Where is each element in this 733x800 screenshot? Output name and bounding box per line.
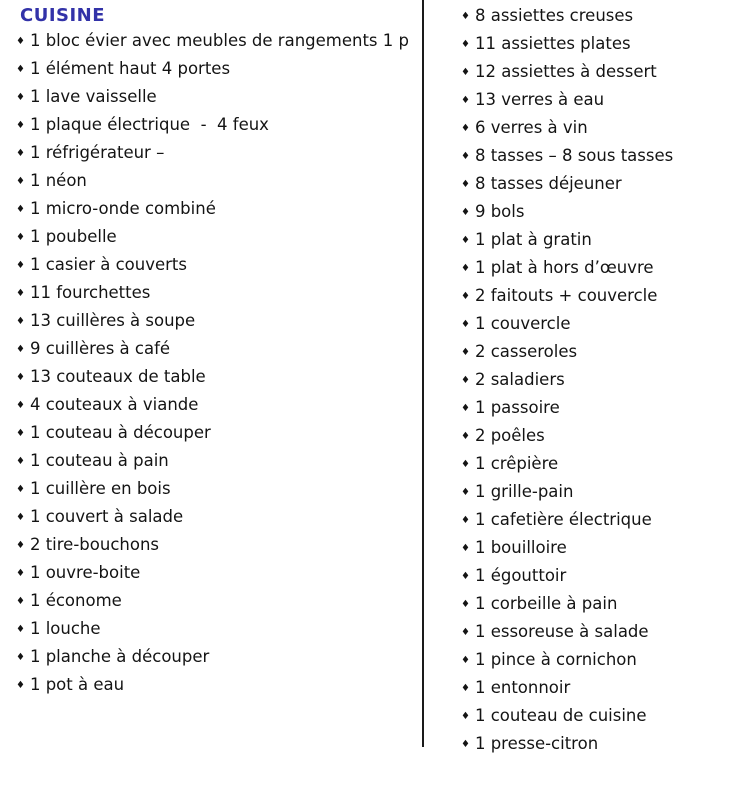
- item-label: 1 louche: [29, 619, 101, 638]
- diamond-bullet-icon: ♦: [461, 683, 470, 694]
- diamond-bullet-icon: ♦: [16, 624, 25, 635]
- item-label: 1 casier à couverts: [29, 255, 188, 274]
- diamond-bullet-icon: ♦: [16, 596, 25, 607]
- page-title: CUISINE: [20, 5, 106, 26]
- diamond-bullet-icon: ♦: [16, 512, 25, 523]
- list-item: [16, 588, 418, 616]
- list-item: [16, 168, 418, 196]
- column-divider: [422, 0, 424, 747]
- left-item-list: [16, 28, 418, 700]
- item-label: 11 assiettes plates: [474, 34, 631, 53]
- list-item: [16, 448, 418, 476]
- item-label: 2 faitouts + couvercle: [474, 286, 658, 305]
- item-label: 2 poêles: [474, 426, 545, 445]
- item-label: 13 cuillères à soupe: [29, 311, 196, 330]
- diamond-bullet-icon: ♦: [461, 291, 470, 302]
- diamond-bullet-icon: ♦: [461, 67, 470, 78]
- diamond-bullet-icon: ♦: [16, 372, 25, 383]
- diamond-bullet-icon: ♦: [461, 739, 470, 750]
- diamond-bullet-icon: ♦: [461, 235, 470, 246]
- diamond-bullet-icon: ♦: [461, 655, 470, 666]
- diamond-bullet-icon: ♦: [16, 484, 25, 495]
- list-item: [461, 619, 727, 647]
- item-label: 1 micro-onde combiné: [29, 199, 216, 218]
- list-item: [461, 143, 727, 171]
- list-item: [461, 451, 727, 479]
- diamond-bullet-icon: ♦: [461, 263, 470, 274]
- item-label: 1 planche à découper: [29, 647, 210, 666]
- item-label: 1 cuillère en bois: [29, 479, 171, 498]
- list-item: [461, 591, 727, 619]
- item-label: 1 plat à hors d’œuvre: [474, 258, 654, 277]
- item-label: 8 tasses – 8 sous tasses: [474, 146, 674, 165]
- item-label: 1 pince à cornichon: [474, 650, 637, 669]
- list-item: [461, 507, 727, 535]
- list-item: [461, 675, 727, 703]
- diamond-bullet-icon: ♦: [461, 515, 470, 526]
- diamond-bullet-icon: ♦: [461, 123, 470, 134]
- item-label: 1 cafetière électrique: [474, 510, 652, 529]
- diamond-bullet-icon: ♦: [16, 36, 25, 47]
- list-item: [16, 224, 418, 252]
- list-item: [16, 336, 418, 364]
- item-label: 13 couteaux de table: [29, 367, 206, 386]
- diamond-bullet-icon: ♦: [16, 680, 25, 691]
- diamond-bullet-icon: ♦: [16, 120, 25, 131]
- diamond-bullet-icon: ♦: [16, 148, 25, 159]
- diamond-bullet-icon: ♦: [16, 92, 25, 103]
- item-label: 1 couvert à salade: [29, 507, 184, 526]
- list-item: [16, 112, 418, 140]
- item-label: 1 grille-pain: [474, 482, 574, 501]
- diamond-bullet-icon: ♦: [16, 344, 25, 355]
- item-label: 6 verres à vin: [474, 118, 588, 137]
- item-label: 1 passoire: [474, 398, 560, 417]
- diamond-bullet-icon: ♦: [461, 599, 470, 610]
- item-label: 1 pot à eau: [29, 675, 125, 694]
- diamond-bullet-icon: ♦: [16, 428, 25, 439]
- diamond-bullet-icon: ♦: [461, 487, 470, 498]
- list-item: [461, 703, 727, 731]
- list-item: [461, 171, 727, 199]
- diamond-bullet-icon: ♦: [16, 64, 25, 75]
- list-item: [461, 115, 727, 143]
- list-item: [461, 3, 727, 31]
- list-item: [16, 308, 418, 336]
- list-item: [16, 672, 418, 700]
- list-item: [461, 199, 727, 227]
- left-column: [16, 3, 418, 700]
- diamond-bullet-icon: ♦: [461, 403, 470, 414]
- list-item: [16, 56, 418, 84]
- list-item: [16, 532, 418, 560]
- list-item: [16, 560, 418, 588]
- item-label: 4 couteaux à viande: [29, 395, 199, 414]
- diamond-bullet-icon: ♦: [461, 627, 470, 638]
- item-label: 1 poubelle: [29, 227, 117, 246]
- list-item: [16, 644, 418, 672]
- item-label: 1 plat à gratin: [474, 230, 592, 249]
- item-label: 1 essoreuse à salade: [474, 622, 649, 641]
- list-item: [16, 392, 418, 420]
- list-item: [16, 28, 418, 56]
- item-label: 1 couteau à découper: [29, 423, 211, 442]
- item-label: 9 cuillères à café: [29, 339, 171, 358]
- list-item: [461, 59, 727, 87]
- diamond-bullet-icon: ♦: [16, 456, 25, 467]
- item-label: 1 lave vaisselle: [29, 87, 157, 106]
- list-item: [461, 647, 727, 675]
- item-label: 1 presse-citron: [474, 734, 599, 753]
- diamond-bullet-icon: ♦: [16, 568, 25, 579]
- diamond-bullet-icon: ♦: [461, 571, 470, 582]
- diamond-bullet-icon: ♦: [461, 151, 470, 162]
- item-label: 12 assiettes à dessert: [474, 62, 657, 81]
- item-label: 8 assiettes creuses: [474, 6, 634, 25]
- item-label: 1 ouvre-boite: [29, 563, 141, 582]
- list-item: [461, 479, 727, 507]
- item-label: 1 bouilloire: [474, 538, 567, 557]
- list-item: [16, 420, 418, 448]
- list-item: [16, 140, 418, 168]
- list-item: [461, 563, 727, 591]
- item-label: 1 réfrigérateur –: [29, 143, 165, 162]
- item-label: 2 casseroles: [474, 342, 578, 361]
- diamond-bullet-icon: ♦: [16, 260, 25, 271]
- item-label: 1 plaque électrique - 4 feux: [29, 115, 269, 134]
- diamond-bullet-icon: ♦: [461, 347, 470, 358]
- item-label: 1 élément haut 4 portes: [29, 59, 231, 78]
- item-label: 1 néon: [29, 171, 87, 190]
- list-item: [16, 252, 418, 280]
- diamond-bullet-icon: ♦: [16, 316, 25, 327]
- item-label: 2 saladiers: [474, 370, 565, 389]
- diamond-bullet-icon: ♦: [16, 652, 25, 663]
- list-item: [461, 367, 727, 395]
- list-item: [461, 255, 727, 283]
- item-label: 1 économe: [29, 591, 122, 610]
- diamond-bullet-icon: ♦: [16, 204, 25, 215]
- list-item: [16, 196, 418, 224]
- item-label: 11 fourchettes: [29, 283, 151, 302]
- diamond-bullet-icon: ♦: [461, 11, 470, 22]
- item-label: 1 crêpière: [474, 454, 559, 473]
- list-item: [16, 84, 418, 112]
- diamond-bullet-icon: ♦: [461, 207, 470, 218]
- item-label: 1 égouttoir: [474, 566, 567, 585]
- diamond-bullet-icon: ♦: [461, 375, 470, 386]
- diamond-bullet-icon: ♦: [461, 179, 470, 190]
- list-item: [461, 227, 727, 255]
- list-item: [16, 476, 418, 504]
- diamond-bullet-icon: ♦: [461, 319, 470, 330]
- item-label: 13 verres à eau: [474, 90, 605, 109]
- diamond-bullet-icon: ♦: [16, 288, 25, 299]
- list-item: [16, 616, 418, 644]
- item-label: 1 couteau à pain: [29, 451, 169, 470]
- list-item: [461, 423, 727, 451]
- list-item: [461, 731, 727, 759]
- diamond-bullet-icon: ♦: [16, 400, 25, 411]
- right-column: [461, 3, 727, 759]
- item-label: 2 tire-bouchons: [29, 535, 159, 554]
- diamond-bullet-icon: ♦: [461, 711, 470, 722]
- item-label: 1 couvercle: [474, 314, 571, 333]
- list-item: [461, 283, 727, 311]
- item-label: 9 bols: [474, 202, 525, 221]
- item-label: 1 couteau de cuisine: [474, 706, 647, 725]
- list-item: [16, 280, 418, 308]
- list-item: [461, 87, 727, 115]
- list-item: [16, 504, 418, 532]
- list-item: [461, 31, 727, 59]
- right-item-list: [461, 3, 727, 759]
- item-label: 1 bloc évier avec meubles de rangements 1 p: [29, 31, 409, 50]
- item-label: 1 entonnoir: [474, 678, 571, 697]
- diamond-bullet-icon: ♦: [461, 39, 470, 50]
- diamond-bullet-icon: ♦: [16, 176, 25, 187]
- diamond-bullet-icon: ♦: [461, 431, 470, 442]
- item-label: 1 corbeille à pain: [474, 594, 618, 613]
- list-item: [461, 535, 727, 563]
- diamond-bullet-icon: ♦: [461, 95, 470, 106]
- diamond-bullet-icon: ♦: [16, 232, 25, 243]
- list-item: [461, 311, 727, 339]
- list-item: [461, 395, 727, 423]
- item-label: 8 tasses déjeuner: [474, 174, 622, 193]
- diamond-bullet-icon: ♦: [16, 540, 25, 551]
- list-item: [461, 339, 727, 367]
- diamond-bullet-icon: ♦: [461, 543, 470, 554]
- diamond-bullet-icon: ♦: [461, 459, 470, 470]
- list-item: [16, 364, 418, 392]
